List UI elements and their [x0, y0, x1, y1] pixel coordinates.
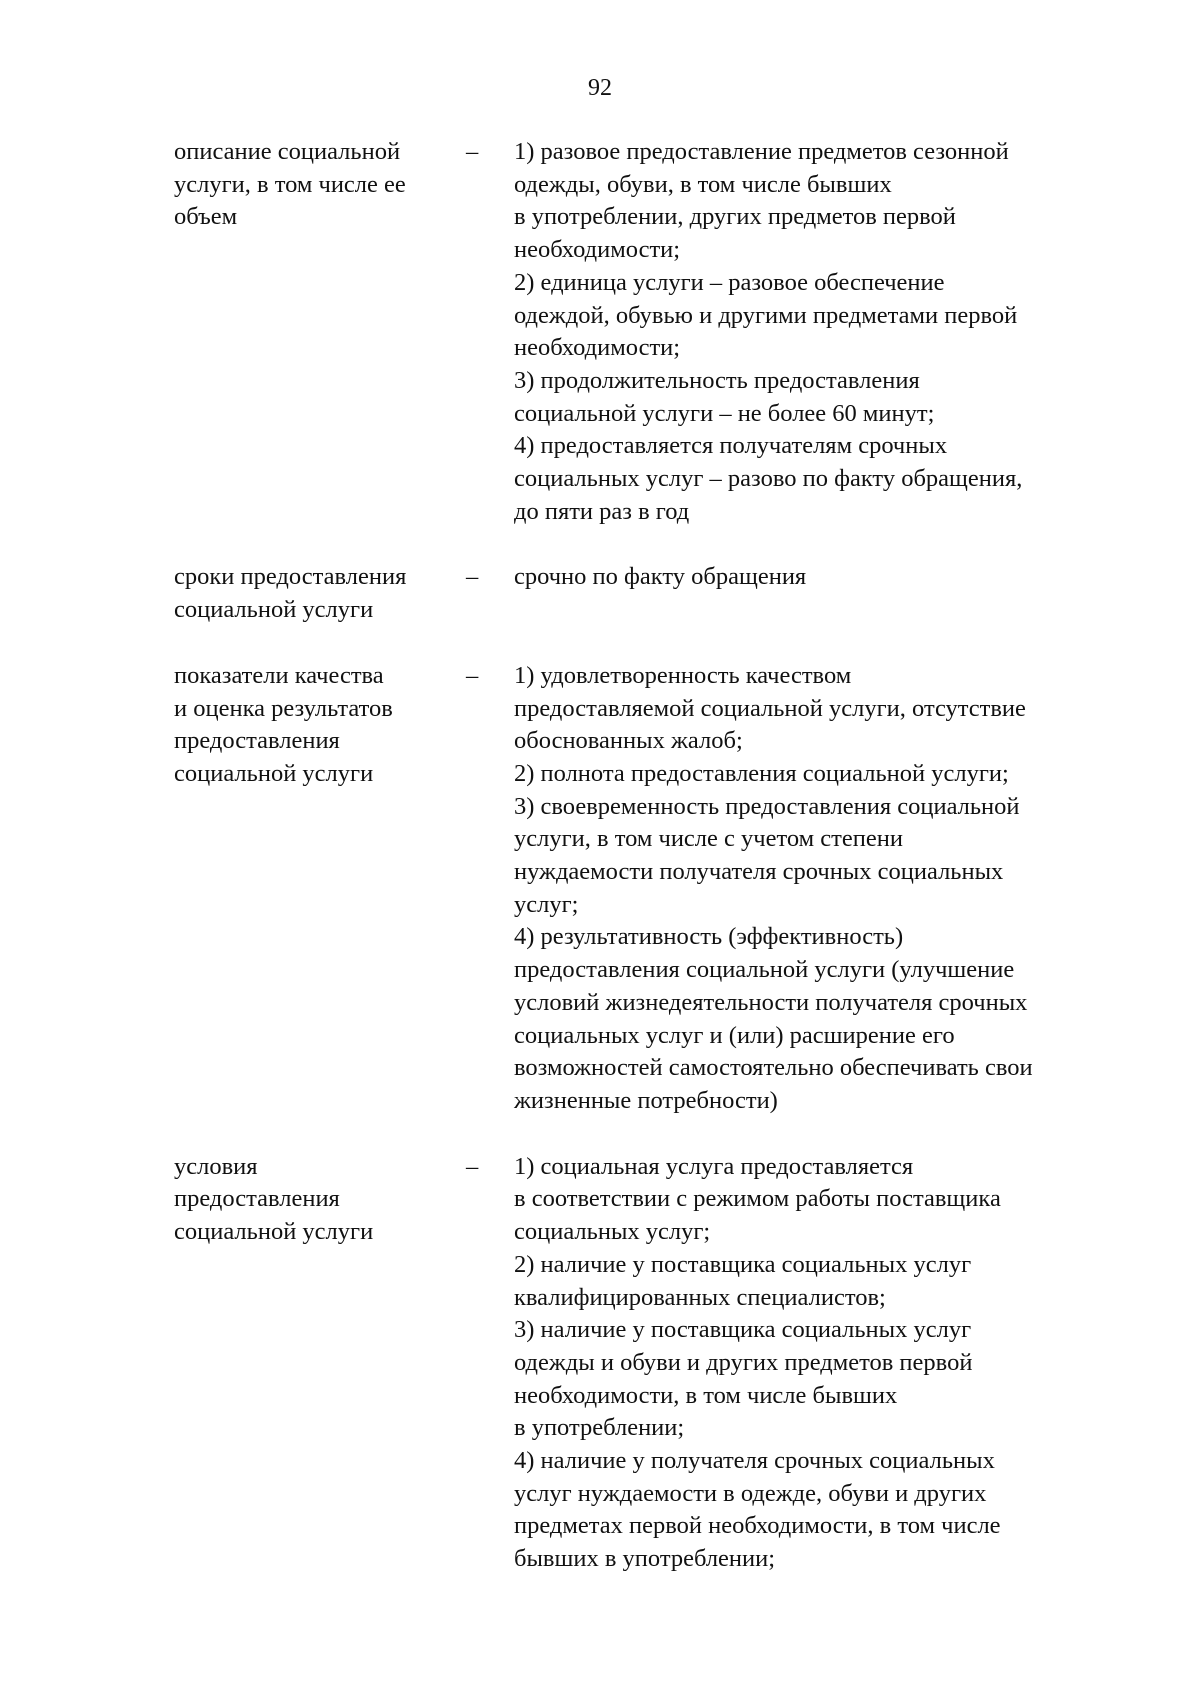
- row-label: [174, 136, 466, 528]
- value-line: нуждаемости получателя срочных социальных: [514, 858, 1004, 886]
- value-line: в употреблении;: [514, 1414, 685, 1442]
- value-line: в употреблении, других предметов первой: [514, 203, 956, 231]
- value-line: 4) наличие у получателя срочных социальных: [514, 1447, 995, 1475]
- row-value: [514, 136, 1134, 528]
- row-value: [514, 1151, 1134, 1576]
- label-line: сроки предоставления: [174, 563, 407, 591]
- value-line: условий жизнедеятельности получателя срочных: [514, 988, 1028, 1016]
- row-label: [174, 1151, 466, 1576]
- row-quality-indicators: [174, 660, 1134, 1118]
- label-line: социальной услуги: [174, 596, 374, 624]
- value-line: необходимости;: [514, 236, 681, 264]
- value-line: бывших в употреблении;: [514, 1545, 776, 1573]
- value-line: социальных услуг – разово по факту обращения,: [514, 465, 1023, 493]
- value-line: одеждой, обувью и другими предметами первой: [514, 301, 1018, 329]
- value-line: социальной услуги – не более 60 минут;: [514, 399, 935, 427]
- value-line: 3) наличие у поставщика социальных услуг: [514, 1316, 972, 1344]
- row-value: [514, 660, 1134, 1118]
- value-line: услуг нуждаемости в одежде, обуви и других: [514, 1479, 987, 1507]
- value-line: необходимости, в том числе бывших: [514, 1381, 898, 1409]
- value-line: 3) продолжительность предоставления: [514, 366, 920, 394]
- row-value: [514, 561, 1134, 626]
- value-line: в соответствии с режимом работы поставщика: [514, 1185, 1001, 1213]
- label-line: предоставления: [174, 1185, 340, 1213]
- value-line: 1) социальная услуга предоставляется: [514, 1152, 914, 1180]
- label-line: услуги, в том числе ее: [174, 170, 406, 198]
- value-line: 4) результативность (эффективность): [514, 923, 904, 951]
- value-line: одежды, обуви, в том числе бывших: [514, 170, 892, 198]
- service-description-list: [174, 136, 1134, 1609]
- value-line: 1) разовое предоставление предметов сезонной: [514, 138, 1009, 165]
- row-label: [174, 660, 466, 1118]
- row-dash: –: [466, 563, 479, 591]
- value-line: 4) предоставляется получателям срочных: [514, 432, 948, 460]
- row-service-terms: [174, 561, 1134, 626]
- label-line: условия: [174, 1152, 258, 1180]
- value-line: 2) полнота предоставления социальной услуги;: [514, 759, 1009, 787]
- value-line: необходимости;: [514, 334, 681, 362]
- value-line: возможностей самостоятельно обеспечивать свои: [514, 1054, 1033, 1082]
- value-line: 2) единица услуги – разовое обеспечение: [514, 268, 945, 296]
- label-line: социальной услуги: [174, 1218, 374, 1246]
- value-line: до пяти раз в год: [514, 497, 690, 525]
- label-line: описание социальной: [174, 138, 401, 165]
- row-dash: –: [466, 1152, 479, 1180]
- value-line: одежды и обуви и других предметов первой: [514, 1348, 973, 1376]
- label-line: объем: [174, 203, 238, 231]
- value-line: предоставляемой социальной услуги, отсутствие: [514, 694, 1026, 722]
- value-line: срочно по факту обращения: [514, 563, 807, 591]
- label-line: социальной услуги: [174, 759, 374, 787]
- row-dash: –: [466, 661, 479, 689]
- value-line: предоставления социальной услуги (улучшение: [514, 956, 1015, 984]
- value-line: обоснованных жалоб;: [514, 727, 743, 755]
- row-service-description: [174, 136, 1134, 528]
- value-line: квалифицированных специалистов;: [514, 1283, 886, 1311]
- page-number: 92: [588, 75, 612, 101]
- value-line: социальных услуг;: [514, 1218, 711, 1246]
- label-line: и оценка результатов: [174, 694, 393, 722]
- row-label: [174, 561, 466, 626]
- label-line: показатели качества: [174, 661, 384, 689]
- value-line: предметах первой необходимости, в том числе: [514, 1512, 1001, 1540]
- value-line: жизненные потребности): [514, 1086, 778, 1114]
- value-line: 3) своевременность предоставления социальной: [514, 792, 1020, 820]
- value-line: 1) удовлетворенность качеством: [514, 661, 852, 689]
- row-dash: –: [466, 138, 479, 165]
- value-line: социальных услуг и (или) расширение его: [514, 1021, 955, 1049]
- value-line: услуги, в том числе с учетом степени: [514, 825, 903, 853]
- label-line: предоставления: [174, 727, 340, 755]
- value-line: 2) наличие у поставщика социальных услуг: [514, 1250, 972, 1278]
- value-line: услуг;: [514, 890, 579, 918]
- row-service-conditions: [174, 1151, 1134, 1576]
